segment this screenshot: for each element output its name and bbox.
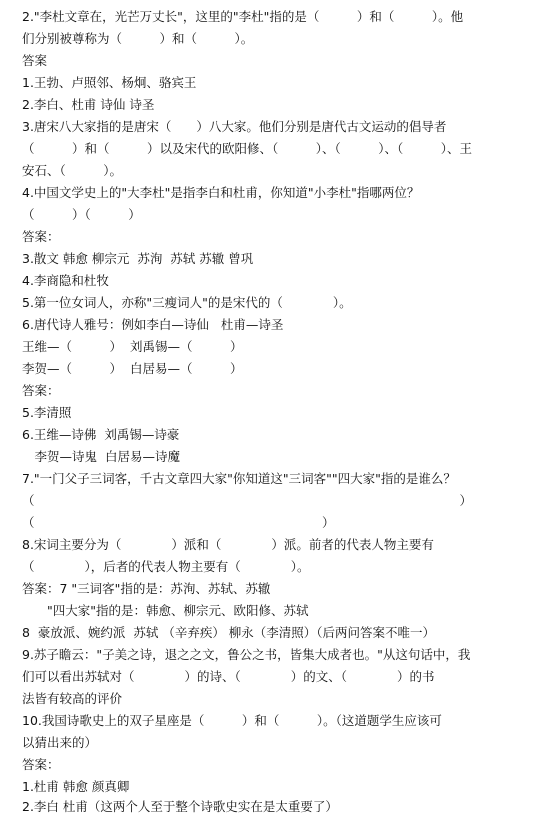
question-9-line-1: 9.苏子瞻云："子美之诗，退之之文，鲁公之书，皆集大成者也。"从这句话中，我 <box>22 647 471 662</box>
question-7-line-2: （ ） <box>22 493 473 508</box>
question-5-line: 5.第一位女词人，亦称"三瘦词人"的是宋代的（ ）。 <box>22 295 352 310</box>
answer-heading: 答案： <box>22 757 60 772</box>
question-6-line-1: 6.唐代诗人雅号：例如李白—诗仙 杜甫—诗圣 <box>22 317 284 332</box>
question-7-line-3: （ ） <box>22 515 335 530</box>
question-3-line-1: 3.唐宋八大家指的是唐宋（ ）八大家。他们分别是唐代古文运动的倡导者 <box>22 119 447 134</box>
question-2-line-2: 们分别被尊称为（ ）和（ ）。 <box>22 31 254 46</box>
answer-line: 1.杜甫 韩愈 颜真卿 <box>22 779 130 794</box>
question-6-line-3: 李贺—（ ） 白居易—（ ） <box>22 361 243 376</box>
answer-line: 答案：7 "三词客"指的是：苏洵、苏轼、苏辙 <box>22 581 271 596</box>
answer-line: 李贺—诗鬼 白居易—诗魔 <box>22 449 180 464</box>
answer-line: 6.王维—诗佛 刘禹锡—诗豪 <box>22 427 180 442</box>
answer-line: 8 豪放派、婉约派 苏轼 （辛弃疾） 柳永（李清照）（后两问答案不唯一） <box>22 625 436 640</box>
question-3-line-3: 安石、（ ）。 <box>22 163 123 178</box>
question-3-line-2: （ ）和（ ）以及宋代的欧阳修、（ ）、（ ）、（ ）、王 <box>22 141 473 156</box>
question-2-line-1: 2."李杜文章在，光芒万丈长"，这里的"李杜"指的是（ ）和（ ）。他 <box>22 9 464 24</box>
answer-line: 5.李清照 <box>22 405 72 420</box>
question-10-line-1: 10.我国诗歌史上的双子星座是（ ）和（ ）。（这道题学生应该可 <box>22 713 442 728</box>
question-8-line-1: 8.宋词主要分为（ ）派和（ ）派。前者的代表人物主要有 <box>22 537 434 552</box>
answer-line: "四大家"指的是：韩愈、柳宗元、欧阳修、苏轼 <box>22 603 309 618</box>
question-7-line-1: 7."一门父子三词客，千古文章四大家"你知道这"三词客""四大家"指的是谁么？ <box>22 471 456 486</box>
question-6-line-2: 王维—（ ） 刘禹锡—（ ） <box>22 339 243 354</box>
answer-line: 2.李白 杜甫（这两个人至于整个诗歌史实在是太重要了） <box>22 799 338 814</box>
answer-line: 2.李白、杜甫 诗仙 诗圣 <box>22 97 155 112</box>
answer-line: 1.王勃、卢照邻、杨炯、骆宾王 <box>22 75 197 90</box>
question-9-line-3: 法皆有较高的评价 <box>22 691 123 706</box>
question-4-line-2: （ ）（ ） <box>22 207 141 222</box>
answer-heading: 答案： <box>22 229 60 244</box>
question-10-line-2: 以猜出来的） <box>22 735 98 750</box>
answer-line: 4.李商隐和杜牧 <box>22 273 109 288</box>
answer-line: 3.散文 韩愈 柳宗元 苏洵 苏轼 苏辙 曾巩 <box>22 251 254 266</box>
question-8-line-2: （ ），后者的代表人物主要有（ ）。 <box>22 559 310 574</box>
question-9-line-2: 们可以看出苏轼对（ ）的诗、（ ）的文、（ ）的书 <box>22 669 435 684</box>
question-4-line-1: 4.中国文学史上的"大李杜"是指李白和杜甫，你知道"小李杜"指哪两位？ <box>22 185 420 200</box>
answer-heading: 答案： <box>22 383 60 398</box>
answer-heading: 答案 <box>22 53 48 68</box>
